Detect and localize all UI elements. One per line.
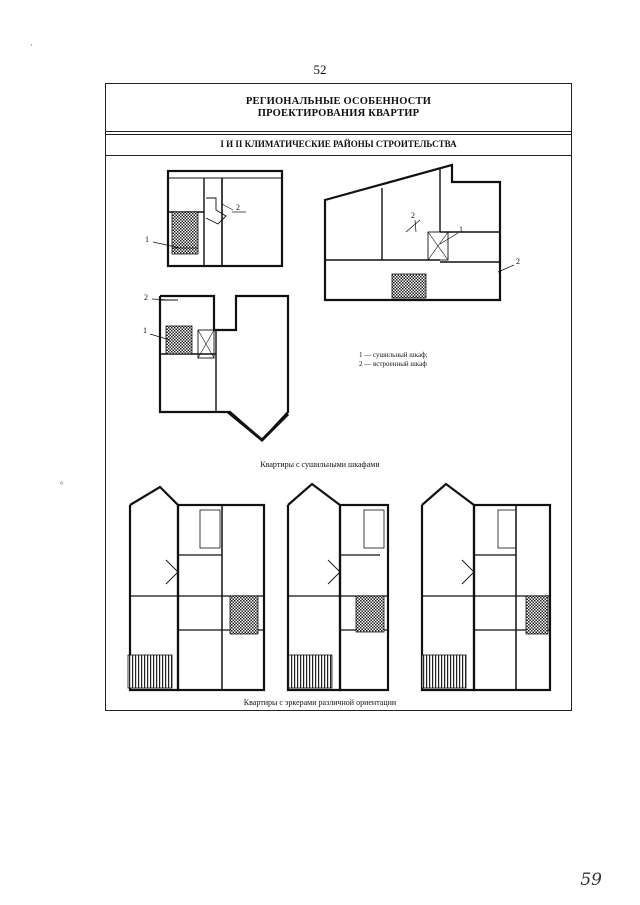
plan-a xyxy=(168,171,282,266)
caption-bay-windows: Квартиры с эркерами различной ориентации xyxy=(243,698,397,707)
title-line-1: РЕГИОНАЛЬНЫЕ ОСОБЕННОСТИ xyxy=(245,96,432,107)
scan-speck: · xyxy=(30,40,33,50)
plan-bay-3 xyxy=(422,484,550,690)
plan-b xyxy=(325,165,500,300)
callout-2-plan-a: 2 xyxy=(236,203,240,212)
title-line-2: ПРОЕКТИРОВАНИЯ КВАРТИР xyxy=(257,108,420,119)
callout-1-plan-a: 1 xyxy=(145,235,149,244)
legend-item-2: 2 — встроенный шкаф xyxy=(359,360,427,368)
scan-speck: ° xyxy=(60,480,64,490)
caption-drying-cabinets: Квартиры с сушильными шкафами xyxy=(260,460,380,469)
callout-1-plan-b: 1 xyxy=(459,225,463,234)
callout-2-plan-b-right: 2 xyxy=(516,257,520,266)
callout-1-plan-c: 1 xyxy=(143,326,147,335)
callout-2-plan-b: 2 xyxy=(411,211,415,220)
plan-c xyxy=(160,296,288,440)
handwritten-page-mark: 59 xyxy=(580,870,602,890)
page-number: 52 xyxy=(313,62,327,77)
callout-labels xyxy=(143,203,520,335)
plan-bay-2 xyxy=(288,484,388,690)
section-subtitle: I И II КЛИМАТИЧЕСКИЕ РАЙОНЫ СТРОИТЕЛЬСТВА xyxy=(220,139,457,149)
plan-bay-1 xyxy=(128,487,264,690)
legend-item-1: 1 — сушильный шкаф; xyxy=(359,351,428,359)
callout-2-plan-c: 2 xyxy=(144,293,148,302)
